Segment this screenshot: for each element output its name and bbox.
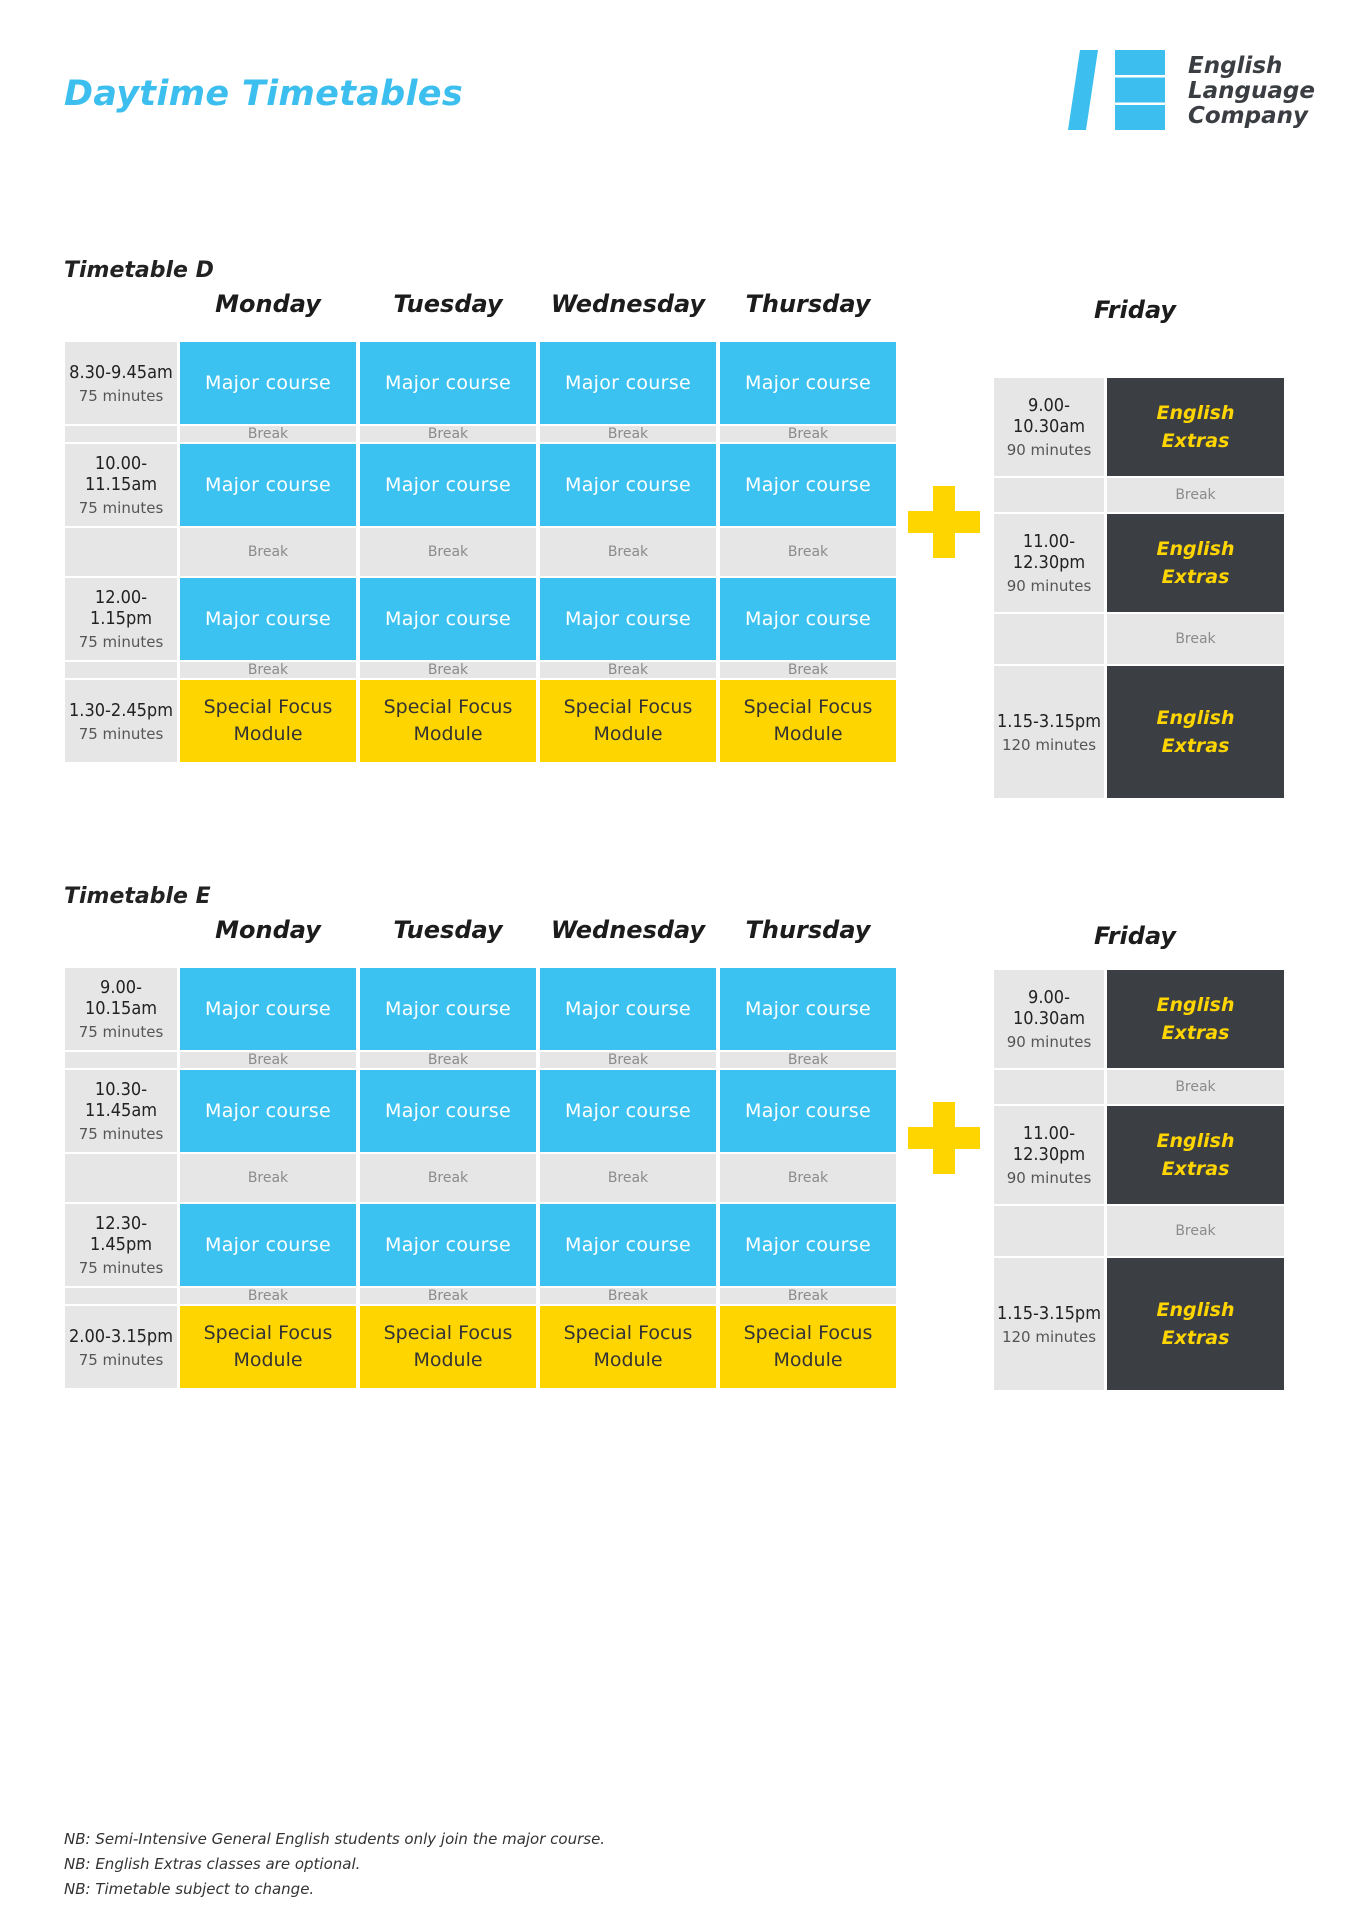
break-cell [360, 426, 536, 442]
english-extras-cell [1107, 970, 1284, 1068]
slot-time: 8.30-9.45am [69, 361, 173, 383]
special-focus-module-cell [360, 1306, 536, 1388]
extras-label: Extras [1161, 566, 1230, 588]
module-label: Module [233, 1349, 303, 1371]
break-cell [360, 1154, 536, 1202]
major-course-cell [540, 444, 716, 526]
slot-duration: 75 minutes [78, 499, 164, 517]
slot-time: 1.30-2.45pm [69, 699, 173, 721]
english-extras-cell [1107, 1258, 1284, 1390]
major-course-label: Major course [385, 372, 511, 394]
time-gap [65, 662, 177, 678]
break-label: Break [607, 1288, 649, 1304]
major-course-cell [180, 1070, 356, 1152]
slot-duration: 90 minutes [1006, 1169, 1092, 1187]
major-course-label: Major course [205, 608, 331, 630]
break-label: Break [787, 1052, 829, 1068]
footnotes [64, 1827, 605, 1902]
plus-icon [908, 1102, 980, 1174]
major-course-label: Major course [205, 1100, 331, 1122]
slot-time: 12.00-1.15pm [89, 587, 153, 629]
special-focus-module-cell [360, 680, 536, 762]
day-header: Monday [215, 916, 321, 944]
major-course-cell [720, 444, 896, 526]
slot-time: 10.30-11.45am [84, 1079, 158, 1121]
time-gap [65, 1052, 177, 1068]
break-label: Break [787, 1170, 829, 1186]
slot-time: 1.15-3.15pm [997, 1302, 1101, 1324]
slot-time: 9.00-10.30am [1012, 987, 1086, 1029]
english-extras-cell [1107, 1106, 1284, 1204]
time-slot [65, 968, 177, 1050]
major-course-cell [360, 578, 536, 660]
break-cell [360, 1288, 536, 1304]
break-cell [1107, 478, 1284, 512]
major-course-cell [180, 1204, 356, 1286]
slot-duration: 75 minutes [78, 386, 164, 405]
major-course-cell [180, 578, 356, 660]
day-header: Monday [215, 290, 321, 318]
major-course-label: Major course [745, 998, 871, 1020]
page-title: Daytime Timetables [64, 74, 463, 114]
slot-time: 9.00-10.15am [84, 977, 158, 1019]
major-course-cell [540, 968, 716, 1050]
major-course-cell [360, 342, 536, 424]
special-focus-module-cell [180, 680, 356, 762]
break-cell [1107, 1206, 1284, 1256]
day-header: Tuesday [393, 290, 503, 318]
major-course-cell [360, 1204, 536, 1286]
slot-duration: 75 minutes [78, 724, 164, 743]
major-course-cell [360, 968, 536, 1050]
slot-time: 9.00-10.30am [1012, 395, 1086, 437]
friday-time-slot [994, 1106, 1104, 1204]
break-cell [540, 1052, 716, 1068]
break-cell [720, 426, 896, 442]
plus-icon [908, 486, 980, 558]
break-label: Break [1175, 1079, 1216, 1095]
friday-time-gap [994, 1070, 1104, 1104]
company-logo [1068, 50, 1318, 140]
break-label: Break [427, 1170, 469, 1186]
friday-time-slot [994, 378, 1104, 476]
special-focus-module-cell [720, 1306, 896, 1388]
major-course-label: Major course [385, 1100, 511, 1122]
break-cell [540, 662, 716, 678]
break-cell [180, 662, 356, 678]
english-label: English [1156, 1130, 1235, 1152]
major-course-cell [720, 342, 896, 424]
major-course-cell [540, 1204, 716, 1286]
day-header: Thursday [745, 916, 871, 944]
slot-duration: 75 minutes [78, 1023, 164, 1041]
english-label: English [1156, 994, 1235, 1016]
module-label: Module [413, 1349, 483, 1371]
time-gap [65, 1154, 177, 1202]
major-course-label: Major course [385, 608, 511, 630]
time-slot [65, 444, 177, 526]
major-course-label: Major course [565, 998, 691, 1020]
break-cell [720, 1288, 896, 1304]
major-course-label: Major course [565, 372, 691, 394]
day-header: Wednesday [550, 916, 706, 944]
major-course-label: Major course [565, 1100, 691, 1122]
slot-duration: 75 minutes [78, 1259, 164, 1277]
slot-time: 2.00-3.15pm [69, 1325, 173, 1347]
break-cell [720, 528, 896, 576]
extras-label: Extras [1161, 1022, 1230, 1044]
major-course-cell [540, 342, 716, 424]
break-cell [360, 662, 536, 678]
break-cell [360, 528, 536, 576]
logo-wordmark: English Language Company [1188, 53, 1315, 129]
break-cell [1107, 614, 1284, 664]
day-header-friday: Friday [1093, 922, 1177, 950]
major-course-cell [180, 342, 356, 424]
friday-time-slot [994, 970, 1104, 1068]
slot-duration: 75 minutes [78, 633, 164, 651]
special-focus-label: Special Focus [563, 696, 693, 718]
slot-time: 11.00-12.30pm [1012, 531, 1086, 573]
day-header: Thursday [745, 290, 871, 318]
major-course-label: Major course [205, 998, 331, 1020]
extras-label: Extras [1161, 1327, 1230, 1349]
major-course-label: Major course [745, 608, 871, 630]
break-label: Break [607, 1170, 649, 1186]
break-label: Break [607, 544, 649, 560]
break-label: Break [787, 662, 829, 678]
major-course-cell [360, 1070, 536, 1152]
major-course-cell [720, 1070, 896, 1152]
module-label: Module [773, 1349, 843, 1371]
special-focus-module-cell [720, 680, 896, 762]
special-focus-label: Special Focus [203, 1322, 333, 1344]
special-focus-module-cell [540, 680, 716, 762]
friday-time-gap [994, 1206, 1104, 1256]
break-label: Break [247, 426, 289, 442]
major-course-cell [540, 578, 716, 660]
english-label: English [1156, 538, 1235, 560]
time-slot [65, 1306, 177, 1388]
major-course-label: Major course [385, 1234, 511, 1256]
timetable-label: Timetable E [64, 884, 211, 909]
break-label: Break [787, 1288, 829, 1304]
slot-time: 10.00-11.15am [84, 453, 158, 495]
major-course-cell [180, 968, 356, 1050]
major-course-label: Major course [565, 608, 691, 630]
major-course-label: Major course [205, 474, 331, 496]
friday-time-slot [994, 666, 1104, 798]
major-course-cell [720, 968, 896, 1050]
break-cell [360, 1052, 536, 1068]
time-gap [65, 426, 177, 442]
break-cell [1107, 1070, 1284, 1104]
friday-time-slot [994, 1258, 1104, 1390]
slot-duration: 90 minutes [1006, 577, 1092, 595]
break-label: Break [1175, 1223, 1216, 1239]
time-slot [65, 680, 177, 762]
slot-duration: 75 minutes [78, 1125, 164, 1143]
special-focus-label: Special Focus [383, 696, 513, 718]
major-course-cell [720, 578, 896, 660]
break-cell [720, 1154, 896, 1202]
major-course-label: Major course [565, 1234, 691, 1256]
break-cell [180, 1154, 356, 1202]
major-course-label: Major course [745, 474, 871, 496]
friday-time-slot [994, 514, 1104, 612]
slot-duration: 90 minutes [1006, 441, 1092, 459]
slot-time: 11.00-12.30pm [1012, 1123, 1086, 1165]
friday-time-gap [994, 614, 1104, 664]
module-label: Module [413, 723, 483, 745]
day-header-friday: Friday [1093, 296, 1177, 324]
timetable-label: Timetable D [64, 258, 214, 283]
english-label: English [1156, 402, 1235, 424]
break-label: Break [787, 544, 829, 560]
break-label: Break [247, 1170, 289, 1186]
footnote: NB: Semi-Intensive General English students only join the major course. [64, 1830, 606, 1848]
slot-duration: 75 minutes [78, 1350, 164, 1369]
break-label: Break [427, 662, 469, 678]
slot-time: 12.30-1.45pm [89, 1213, 153, 1255]
break-label: Break [787, 426, 829, 442]
break-label: Break [1175, 631, 1216, 647]
major-course-label: Major course [565, 474, 691, 496]
extras-label: Extras [1161, 430, 1230, 452]
break-label: Break [1175, 487, 1216, 503]
module-label: Module [593, 1349, 663, 1371]
time-gap [65, 1288, 177, 1304]
break-label: Break [427, 1288, 469, 1304]
major-course-cell [540, 1070, 716, 1152]
special-focus-module-cell [180, 1306, 356, 1388]
major-course-label: Major course [205, 372, 331, 394]
english-label: English [1156, 1299, 1235, 1321]
special-focus-label: Special Focus [743, 696, 873, 718]
major-course-cell [180, 444, 356, 526]
module-label: Module [593, 723, 663, 745]
time-slot [65, 342, 177, 424]
module-label: Module [233, 723, 303, 745]
extras-label: Extras [1161, 1158, 1230, 1180]
break-cell [540, 426, 716, 442]
major-course-cell [360, 444, 536, 526]
friday-time-gap [994, 478, 1104, 512]
major-course-label: Major course [385, 998, 511, 1020]
break-label: Break [427, 1052, 469, 1068]
break-cell [180, 426, 356, 442]
time-slot [65, 1204, 177, 1286]
major-course-cell [720, 1204, 896, 1286]
footnote: NB: English Extras classes are optional. [64, 1855, 361, 1873]
break-cell [540, 1288, 716, 1304]
slot-time: 1.15-3.15pm [997, 710, 1101, 732]
major-course-label: Major course [385, 474, 511, 496]
english-extras-cell [1107, 514, 1284, 612]
special-focus-label: Special Focus [383, 1322, 513, 1344]
slot-duration: 120 minutes [1001, 1327, 1097, 1346]
break-cell [720, 662, 896, 678]
day-header: Tuesday [393, 916, 503, 944]
timetable-d [0, 258, 1358, 818]
break-label: Break [607, 662, 649, 678]
major-course-label: Major course [745, 372, 871, 394]
english-label: English [1156, 707, 1235, 729]
break-label: Break [427, 544, 469, 560]
break-label: Break [607, 1052, 649, 1068]
major-course-label: Major course [205, 1234, 331, 1256]
time-slot [65, 578, 177, 660]
break-label: Break [247, 544, 289, 560]
break-label: Break [607, 426, 649, 442]
break-cell [180, 1288, 356, 1304]
english-extras-cell [1107, 666, 1284, 798]
slot-duration: 90 minutes [1006, 1033, 1092, 1051]
special-focus-label: Special Focus [203, 696, 333, 718]
time-slot [65, 1070, 177, 1152]
major-course-label: Major course [745, 1234, 871, 1256]
break-label: Break [247, 1052, 289, 1068]
break-cell [540, 1154, 716, 1202]
special-focus-label: Special Focus [743, 1322, 873, 1344]
break-label: Break [247, 1288, 289, 1304]
break-cell [540, 528, 716, 576]
break-cell [180, 1052, 356, 1068]
slot-duration: 120 minutes [1001, 735, 1097, 754]
extras-label: Extras [1161, 735, 1230, 757]
break-label: Break [247, 662, 289, 678]
special-focus-label: Special Focus [563, 1322, 693, 1344]
special-focus-module-cell [540, 1306, 716, 1388]
day-header: Wednesday [550, 290, 706, 318]
logo-mark-icon [1068, 50, 1168, 130]
timetable-e [0, 884, 1358, 1444]
break-label: Break [427, 426, 469, 442]
footnote: NB: Timetable subject to change. [64, 1880, 315, 1898]
break-cell [720, 1052, 896, 1068]
break-cell [180, 528, 356, 576]
english-extras-cell [1107, 378, 1284, 476]
major-course-label: Major course [745, 1100, 871, 1122]
time-gap [65, 528, 177, 576]
module-label: Module [773, 723, 843, 745]
